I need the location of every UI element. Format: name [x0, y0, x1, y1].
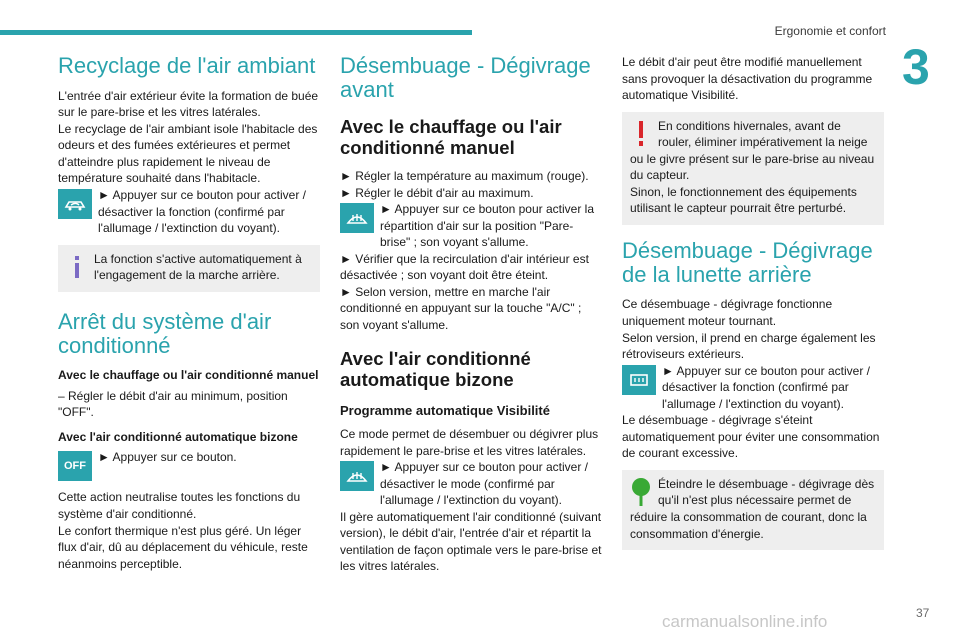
manual-step-4: ► Vérifier que la recirculation d'air intérieur est désactivée ; son voyant doit être éteint. — [340, 251, 589, 283]
rear-window-icon — [622, 365, 656, 395]
eco-tree-icon — [630, 476, 652, 508]
info-icon — [66, 251, 88, 283]
rear-step: ► Appuyer sur ce bouton pour activer / désactiver la fonction (confirmé par l'allumage / l'extinction du voyant). — [662, 363, 870, 411]
auto-heading: Avec l'air conditionné automatique bizone — [340, 347, 531, 390]
rear-desc-2: Le désembuage - dégivrage s'éteint automatiquement pour éviter une consommation de courant excessive. — [622, 413, 880, 461]
chapter-number: 3 — [902, 39, 930, 95]
recycle-body: L'entrée d'air extérieur évite la formation de buée sur le pare-brise et les vitres latérales. Le recyclage de l'air ambiant isole l'habitacle des odeurs et des fumées extérieures et permet d'atteindre plus rapidement le niveau de température souhaité dans l'habitacle. — [58, 88, 319, 186]
manual-step-2: ► Régler le débit d'air au maximum. — [340, 185, 534, 200]
visibility-intro: Le débit d'air peut être modifié manuellement sans provoquer la désactivation du programme automatique Visibilité. — [622, 55, 873, 103]
auto-subheading: Avec l'air conditionné automatique bizone — [58, 429, 298, 444]
warning-note — [622, 112, 884, 225]
windscreen-icon — [340, 203, 374, 233]
column-3 — [622, 54, 884, 560]
manual-step-5: ► Selon version, mettre en marche l'air conditionné en appuyant sur la touche "A/C" ; son voyant s'allume. — [340, 284, 582, 332]
rear-desc: Ce désembuage - dégivrage fonctionne uniquement moteur tournant. Selon version, il prend en charge également les rétroviseurs extérieurs. — [622, 297, 876, 362]
stop-title: Arrêt du système d'air conditionné — [58, 308, 272, 358]
manual-step: – Régler le débit d'air au minimum, position "OFF". — [58, 388, 288, 420]
eco-note — [622, 470, 884, 550]
front-defrost-title: Désembuage - Dégivrage avant — [340, 53, 591, 102]
info-note — [58, 245, 320, 292]
info-note-text: La fonction s'active automatiquement à l'engagement de la marche arrière. — [94, 251, 302, 283]
auto-step: ► Appuyer sur ce bouton. — [98, 450, 237, 465]
stop-body: Cette action neutralise toutes les fonctions du système d'air conditionné. Le confort thermique n'est plus géré. Un léger flux d'air, dû au déplacement du véhicule, reste néanmoins perceptible. — [58, 490, 308, 571]
rear-defrost-title: Désembuage - Dégivrage de la lunette arrière — [622, 237, 873, 287]
off-button-icon — [58, 451, 92, 481]
warning-text: En conditions hivernales, avant de rouler, éliminer impérativement la neige ou le givre présent sur le pare-brise au niveau du capteur. Sinon, le fonctionnement des équipements utilisant le capteur pourrait être perturbé. — [630, 118, 875, 216]
running-head: Ergonomie et confort — [774, 24, 886, 38]
visibility-heading: Programme automatique Visibilité — [340, 403, 550, 419]
eco-text: Éteindre le désembuage - dégivrage dès qu'il n'est plus nécessaire permet de réduire la consommation de courant, donc la consommation d'énergie. — [630, 476, 875, 541]
recycle-step: ► Appuyer sur ce bouton pour activer / désactiver la fonction (confirmé par l'allumage / l'extinction du voyant). — [98, 188, 306, 236]
off-label: OFF — [64, 459, 86, 472]
manual-step-3: ► Appuyer sur ce bouton pour activer la répartition d'air sur la position "Pare-brise" ; son voyant s'allume. — [380, 202, 594, 250]
column-2 — [340, 54, 602, 575]
visibility-step: ► Appuyer sur ce bouton pour activer / désactiver le mode (confirmé par l'allumage / l'extinction du voyant). — [380, 460, 588, 508]
warning-icon — [630, 118, 652, 150]
header-accent-bar — [0, 30, 472, 35]
recycle-title: Recyclage de l'air ambiant — [58, 53, 316, 78]
manual-heading: Avec le chauffage ou l'air conditionné manuel — [340, 115, 562, 158]
visibility-desc-2: Il gère automatiquement l'air conditionné (suivant version), le débit d'air, l'entrée d'air et répartit la ventilation de façon optimale vers le pare-brise et les vitres latérales. — [340, 509, 602, 574]
recirculation-icon — [58, 189, 92, 219]
manual-step-1: ► Régler la température au maximum (rouge). — [340, 169, 589, 184]
page-number: 37 — [916, 606, 930, 620]
watermark: carmanualsonline.info — [662, 612, 828, 631]
manual-subheading: Avec le chauffage ou l'air conditionné manuel — [58, 368, 319, 383]
column-1 — [58, 54, 320, 572]
visibility-desc: Ce mode permet de désembuer ou dégivrer plus rapidement le pare-brise et les vitres latérales. — [340, 426, 599, 458]
visibility-icon — [340, 461, 374, 491]
